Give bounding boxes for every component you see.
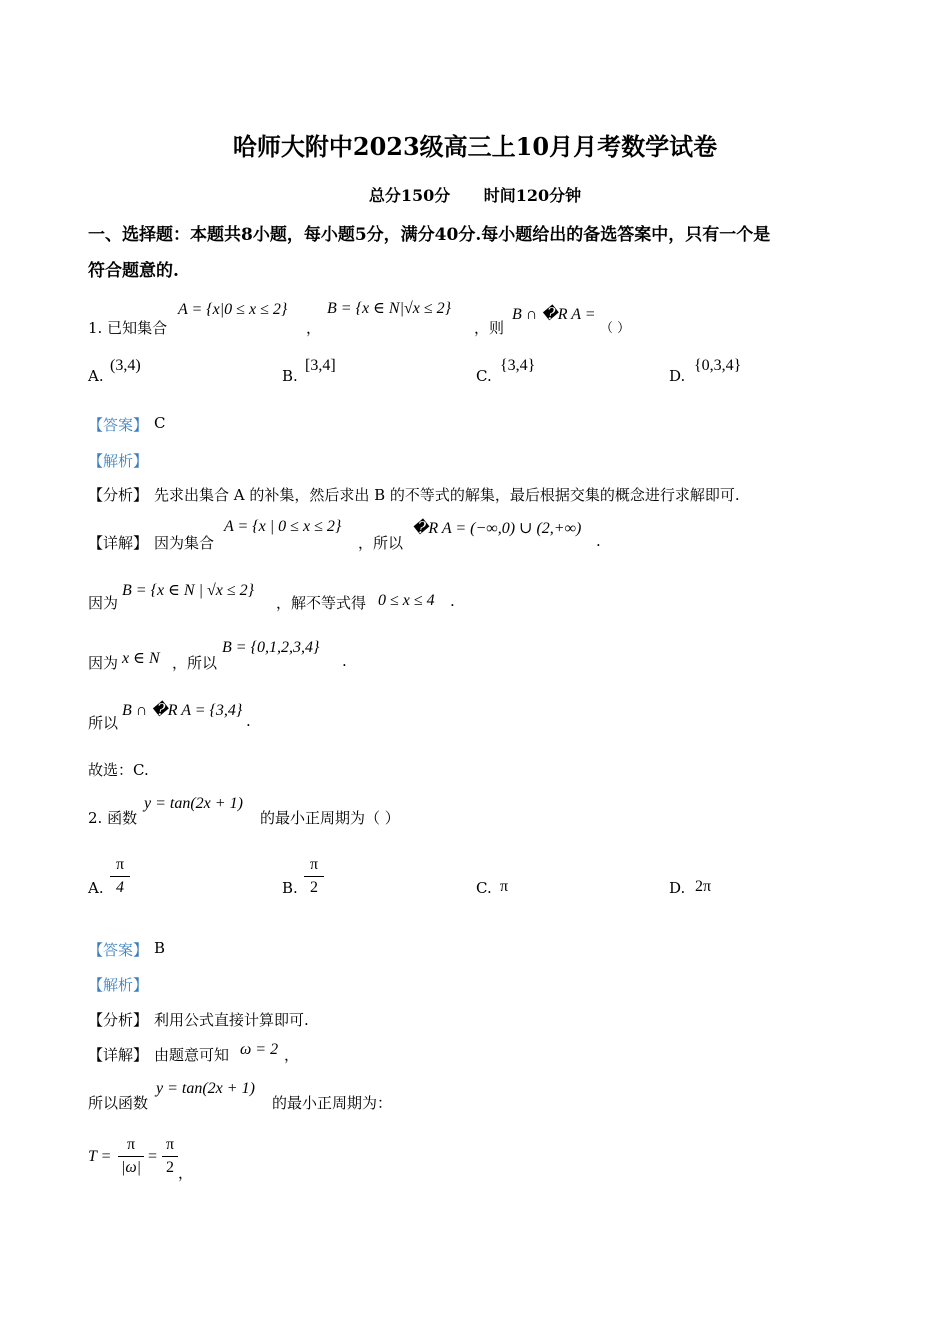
q2-formula-fraction-1 [118,1136,144,1177]
q2-prefix: 2. 函数 [88,809,138,827]
q2-analysis-tag: 【解析】 [88,976,149,994]
section1-heading-line1: 一、选择题：本题共8小题，每小题5分，满分40分.每小题给出的备选答案中，只有一个是 [88,225,771,245]
q1-prefix: 1. 已知集合 [88,319,168,337]
q2-d2-text: 所以函数 [88,1094,149,1112]
q1-expression: B ∩ �R A = [512,306,596,323]
q2-suffix: 的最小正周期为（ ） [260,809,400,827]
q2-option-c-value: π [500,878,509,895]
fraction-bar [110,876,130,877]
q1-d1-math: A = {x | 0 ≤ x ≤ 2} [224,518,342,535]
q2-option-c-label: C. [476,879,492,897]
q2-option-a-numerator: π [115,856,125,873]
q1-d4-math: B ∩ �R A = {3,4} [122,702,243,719]
q2-d1-end: ， [284,1046,300,1064]
q2-function: y = tan(2x + 1) [144,795,243,812]
q1-option-a-label: A. [88,367,104,385]
q1-answer-paren: （ ） [600,321,631,336]
q2-option-b-label: B. [282,879,298,897]
q1-detail-tag: 【详解】 [88,534,149,552]
q2-option-d-value: 2π [695,878,712,895]
q1-d3-math2: B = {0,1,2,3,4} [222,639,320,656]
q1-conclusion: 故选：C. [88,761,149,779]
q1-option-d-value: {0,3,4} [694,357,742,374]
q1-d3-text2: ，所以 [172,654,218,672]
q2-answer-tag: 【答案】 [88,941,149,959]
score-time-subtitle: 总分150分 时间120分钟 [368,186,582,205]
q2-d1-text: 由题意可知 [154,1046,230,1064]
q2-option-a-denominator: 4 [116,879,124,896]
q2-d2-text2: 的最小正周期为： [272,1094,393,1112]
q2-d1-math: ω = 2 [240,1041,279,1058]
q1-d2-text: 因为 [88,594,119,612]
q2-option-b-fraction [304,856,324,897]
q2-option-a-label: A. [88,879,104,897]
q2-option-a-fraction [110,856,130,897]
q1-comma: ， [306,319,322,337]
q1-d2-math: B = {x ∈ N | √x ≤ 2} [122,582,255,599]
q1-set-b: B = {x ∈ N|√x ≤ 2} [327,300,452,317]
q1-then: ，则 [474,319,505,337]
q1-d4-text: 所以 [88,714,119,732]
q2-formula-end: ， [178,1164,194,1182]
q2-detail-tag: 【详解】 [88,1046,149,1064]
fraction-bar [162,1156,178,1157]
q1-analysis-tag: 【解析】 [88,452,149,470]
q2-option-b-numerator: π [309,856,319,873]
fraction-bar [118,1156,144,1157]
q1-d3-math: x ∈ N [122,650,160,667]
q2-d2-math: y = tan(2x + 1) [156,1080,255,1097]
q1-d2-math2: 0 ≤ x ≤ 4 [378,592,435,609]
q1-option-b-value: [3,4] [305,357,336,374]
q1-set-a: A = {x|0 ≤ x ≤ 2} [178,301,288,318]
q1-d4-end: . [246,712,251,730]
q1-d1-text: 因为集合 [154,534,215,552]
q2-formula-num-2: π [165,1136,175,1153]
q2-formula-lhs: T = [88,1148,112,1165]
q2-option-d-label: D. [669,879,686,897]
q2-fenxi-text: 利用公式直接计算即可. [154,1011,309,1029]
q1-answer: C [154,414,166,432]
q1-option-d-label: D. [669,367,686,385]
q1-answer-tag: 【答案】 [88,416,149,434]
q2-formula-eq: = [148,1148,158,1165]
q1-d1-text2: ，所以 [358,534,404,552]
q1-option-c-value: {3,4} [500,357,536,374]
q1-option-a-value: (3,4) [110,357,141,374]
q1-d2-end: . [450,592,455,610]
q2-formula-num-1: π [126,1136,136,1153]
q2-formula-fraction-2 [162,1136,178,1177]
q2-option-b-denominator: 2 [310,879,318,896]
q1-fenxi-tag: 【分析】 [88,486,149,504]
q2-answer: B [154,939,166,957]
section1-heading-line2: 符合题意的. [88,261,179,281]
q1-d1-math2: �R A = (−∞,0) ∪ (2,+∞) [412,520,582,537]
q1-option-c-label: C. [476,367,492,385]
q1-d1-end: . [596,532,601,550]
q2-formula-den-1: |ω| [120,1159,142,1176]
q1-d2-text2: ，解不等式得 [276,594,367,612]
fraction-bar [304,876,324,877]
q1-option-b-label: B. [282,367,298,385]
q1-d3-text: 因为 [88,654,119,672]
q2-formula-den-2: 2 [166,1159,174,1176]
q1-d3-end: . [342,652,347,670]
q1-fenxi-text: 先求出集合 A 的补集，然后求出 B 的不等式的解集，最后根据交集的概念进行求解即可. [154,486,740,504]
q2-fenxi-tag: 【分析】 [88,1011,149,1029]
page-title: 哈师大附中2023级高三上10月月考数学试卷 [232,132,718,161]
